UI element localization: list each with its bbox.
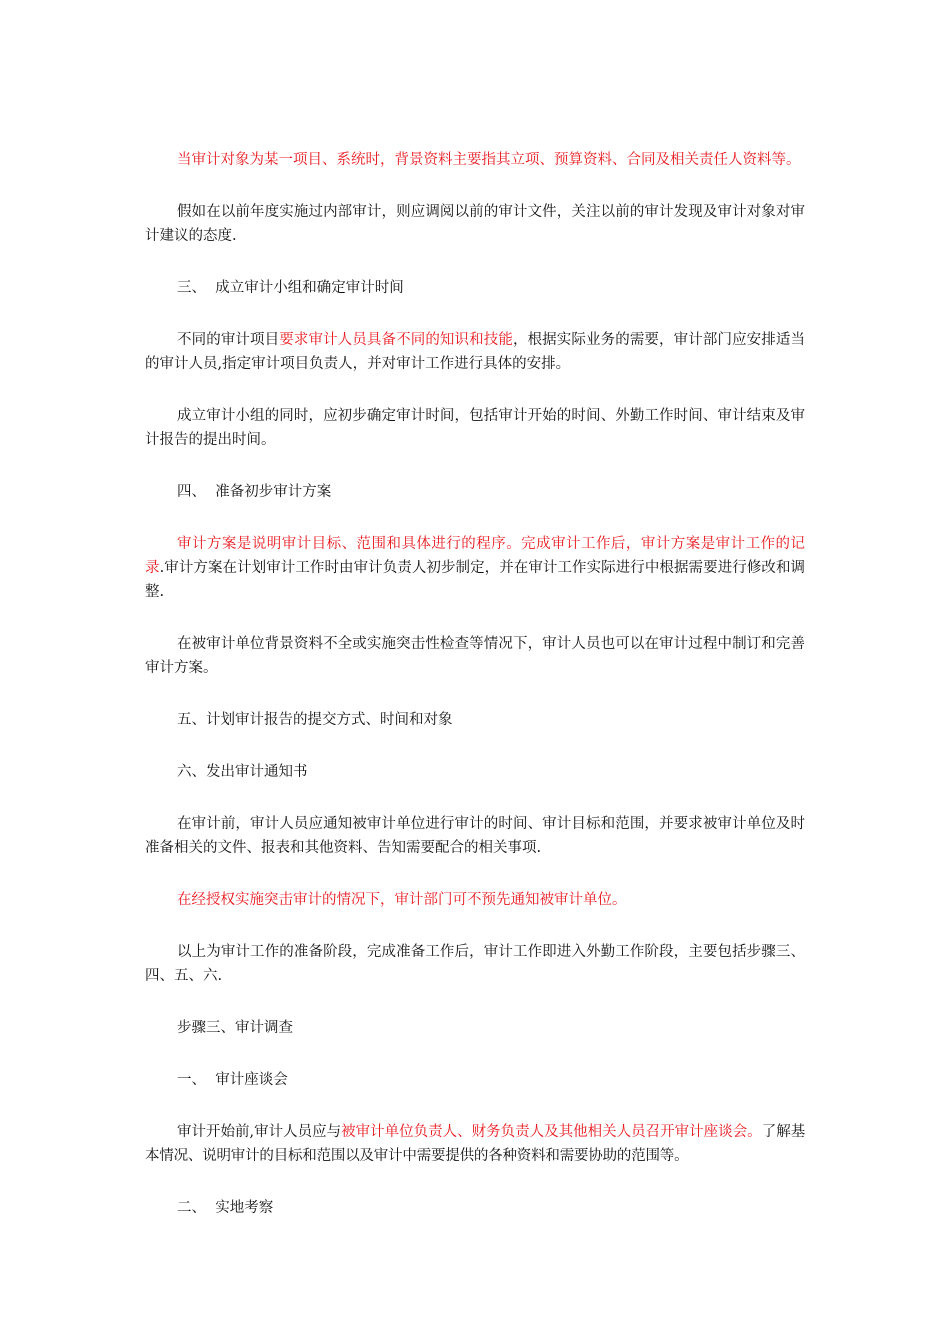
paragraph-text-after: ，根据实际业务的需要，审计部门应安排适当的审计人员,指定审计项目负责人，并对审计工作进行具体的安排。 (145, 332, 806, 372)
paragraph-preparation-summary (145, 940, 805, 988)
paragraph-kickoff-meeting (145, 1120, 805, 1168)
paragraph-text: 在审计前，审计人员应通知被审计单位进行审计的时间、审计目标和范围，并要求被审计单位及时准备相关的文件、报表和其他资料、告知需要配合的相关事项. (145, 816, 805, 856)
subsection-heading-1 (145, 1068, 805, 1092)
heading-text: 三、 成立审计小组和确定审计时间 (177, 280, 404, 296)
document-body (145, 148, 805, 1248)
paragraph-text-before: 审计开始前,审计人员应与 (177, 1124, 342, 1140)
highlighted-text: 审计方案是说明审计目标、范围和具体进行的程序。完成审计工作后，审计方案是审计工作的记录 (145, 536, 805, 576)
paragraph-previous-audits (145, 200, 805, 248)
paragraph-text: 假如在以前年度实施过内部审计，则应调阅以前的审计文件，关注以前的审计发现及审计对象对审计建议的态度. (145, 204, 805, 244)
heading-text: 六、发出审计通知书 (177, 764, 308, 780)
heading-text: 四、 准备初步审计方案 (177, 484, 332, 500)
subsection-heading-2 (145, 1196, 805, 1220)
paragraph-notification (145, 812, 805, 860)
paragraph-surprise-audit (145, 888, 805, 912)
paragraph-background-materials (145, 148, 805, 172)
paragraph-text: 成立审计小组的同时，应初步确定审计时间，包括审计开始的时间、外勤工作时间、审计结束及审计报告的提出时间。 (145, 408, 805, 448)
highlighted-text: 要求审计人员具备不同的知识和技能 (279, 332, 513, 348)
highlighted-text: 当审计对象为某一项目、系统时，背景资料主要指其立项、预算资料、合同及相关责任人资料等。 (177, 152, 801, 168)
section-heading-6 (145, 760, 805, 784)
highlighted-text: 在经授权实施突击审计的情况下，审计部门可不预先通知被审计单位。 (177, 892, 627, 908)
paragraph-text-after: 了解基本情况、说明审计的目标和范围以及审计中需要提供的各种资料和需要协助的范围等。 (145, 1124, 805, 1164)
heading-text: 二、 实地考察 (177, 1200, 274, 1216)
heading-text: 五、计划审计报告的提交方式、时间和对象 (177, 712, 453, 728)
paragraph-text-before: 不同的审计项目 (177, 332, 280, 348)
heading-text: 步骤三、审计调查 (177, 1020, 293, 1036)
paragraph-text-after: .审计方案在计划审计工作时由审计负责人初步制定，并在审计工作实际进行中根据需要进行修改和调整. (145, 560, 806, 600)
section-heading-5 (145, 708, 805, 732)
step-heading-3 (145, 1016, 805, 1040)
paragraph-text: 在被审计单位背景资料不全或实施突击性检查等情况下，审计人员也可以在审计过程中制订和完善审计方案。 (145, 636, 805, 676)
paragraph-audit-time (145, 404, 805, 452)
paragraph-text: 以上为审计工作的准备阶段，完成准备工作后，审计工作即进入外勤工作阶段，主要包括步骤三、四、五、六. (145, 944, 805, 984)
section-heading-3 (145, 276, 805, 300)
paragraph-team-skills (145, 328, 805, 376)
section-heading-4 (145, 480, 805, 504)
highlighted-text: 被审计单位负责人、财务负责人及其他相关人员召开审计座谈会。 (341, 1124, 762, 1140)
paragraph-audit-plan (145, 532, 805, 604)
paragraph-plan-refinement (145, 632, 805, 680)
heading-text: 一、 审计座谈会 (177, 1072, 288, 1088)
